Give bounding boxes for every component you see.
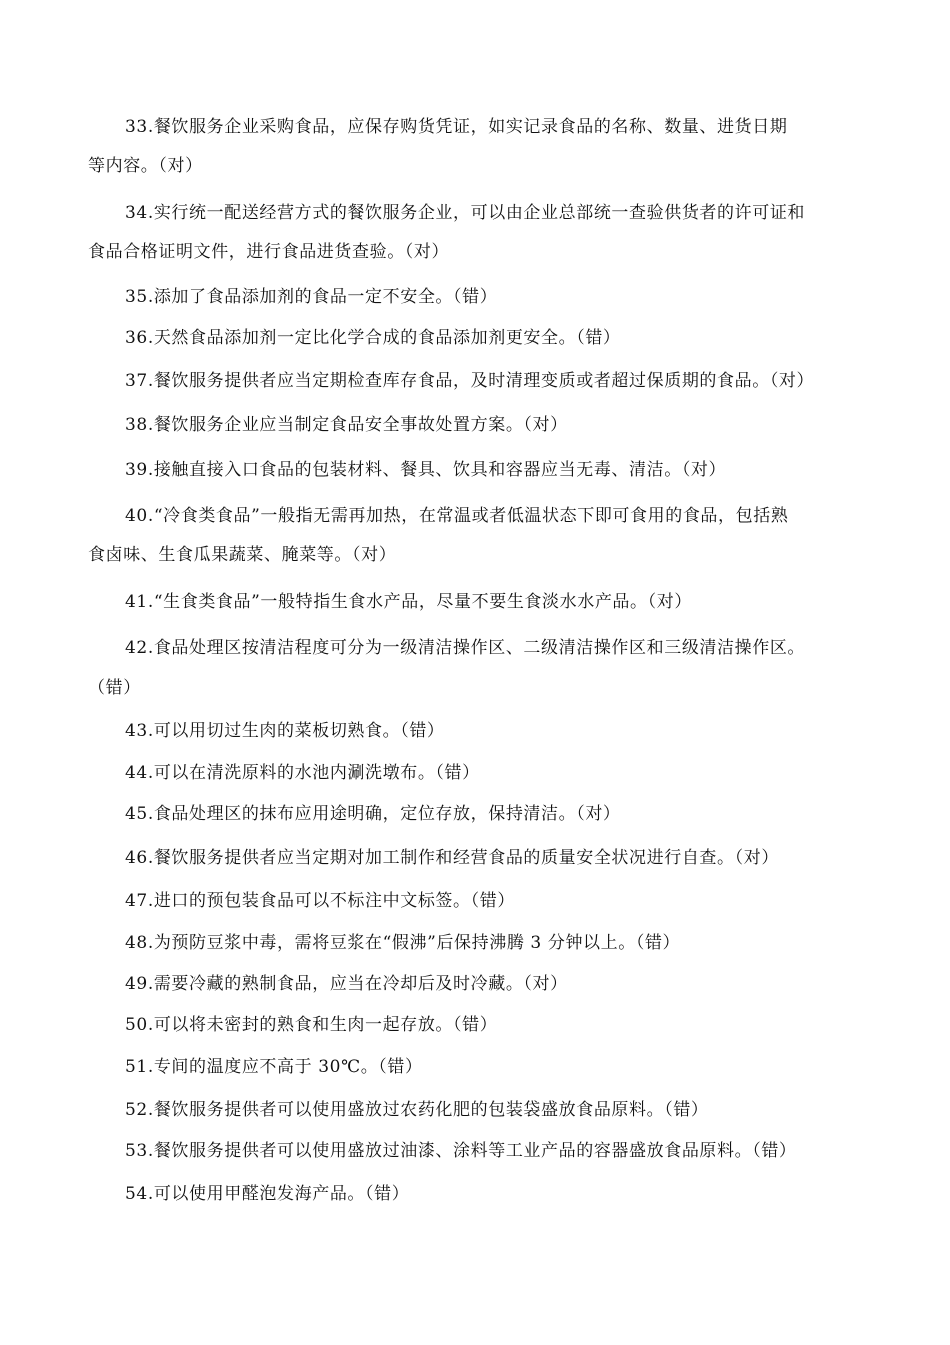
item-51: 51.专间的温度应不高于 30℃。（错） [125, 1057, 423, 1077]
item-33-line-1: 33.餐饮服务企业采购食品，应保存购货凭证，如实记录食品的名称、数量、进货日期 [125, 117, 788, 137]
item-50: 50.可以将未密封的熟食和生肉一起存放。（错） [125, 1015, 498, 1035]
item-40-line-2: 食卤味、生食瓜果蔬菜、腌菜等。（对） [88, 545, 397, 565]
item-41: 41.“生食类食品”一般特指生食水产品，尽量不要生食淡水水产品。（对） [125, 592, 692, 612]
item-44: 44.可以在清洗原料的水池内涮洗墩布。（错） [125, 763, 480, 783]
item-34-line-2: 食品合格证明文件，进行食品进货查验。（对） [88, 242, 450, 262]
item-42-line-1: 42.食品处理区按清洁程度可分为一级清洁操作区、二级清洁操作区和三级清洁操作区。 [125, 638, 806, 658]
item-37: 37.餐饮服务提供者应当定期检查库存食品，及时清理变质或者超过保质期的食品。（对） [125, 371, 815, 391]
item-39: 39.接触直接入口食品的包装材料、餐具、饮具和容器应当无毒、清洁。（对） [125, 460, 727, 480]
item-53: 53.餐饮服务提供者可以使用盛放过油漆、涂料等工业产品的容器盛放食品原料。（错） [125, 1141, 797, 1161]
item-40-line-1: 40.“冷食类食品”一般指无需再加热，在常温或者低温状态下即可食用的食品，包括熟 [125, 506, 789, 526]
item-38: 38.餐饮服务企业应当制定食品安全事故处置方案。（对） [125, 415, 568, 435]
item-45: 45.食品处理区的抹布应用途明确，定位存放，保持清洁。（对） [125, 804, 621, 824]
item-54: 54.可以使用甲醛泡发海产品。（错） [125, 1184, 410, 1204]
item-43: 43.可以用切过生肉的菜板切熟食。（错） [125, 721, 445, 741]
item-48: 48.为预防豆浆中毒，需将豆浆在“假沸”后保持沸腾 3 分钟以上。（错） [125, 933, 681, 953]
item-49: 49.需要冷藏的熟制食品，应当在冷却后及时冷藏。（对） [125, 974, 568, 994]
item-52: 52.餐饮服务提供者可以使用盛放过农药化肥的包装袋盛放食品原料。（错） [125, 1100, 709, 1120]
item-42-line-2: （错） [88, 678, 141, 698]
item-35: 35.添加了食品添加剂的食品一定不安全。（错） [125, 287, 498, 307]
item-46: 46.餐饮服务提供者应当定期对加工制作和经营食品的质量安全状况进行自查。（对） [125, 848, 779, 868]
item-36: 36.天然食品添加剂一定比化学合成的食品添加剂更安全。（错） [125, 328, 621, 348]
item-34-line-1: 34.实行统一配送经营方式的餐饮服务企业，可以由企业总部统一查验供货者的许可证和 [125, 203, 806, 223]
item-47: 47.进口的预包装食品可以不标注中文标签。（错） [125, 891, 515, 911]
item-33-line-2: 等内容。（对） [88, 156, 203, 176]
